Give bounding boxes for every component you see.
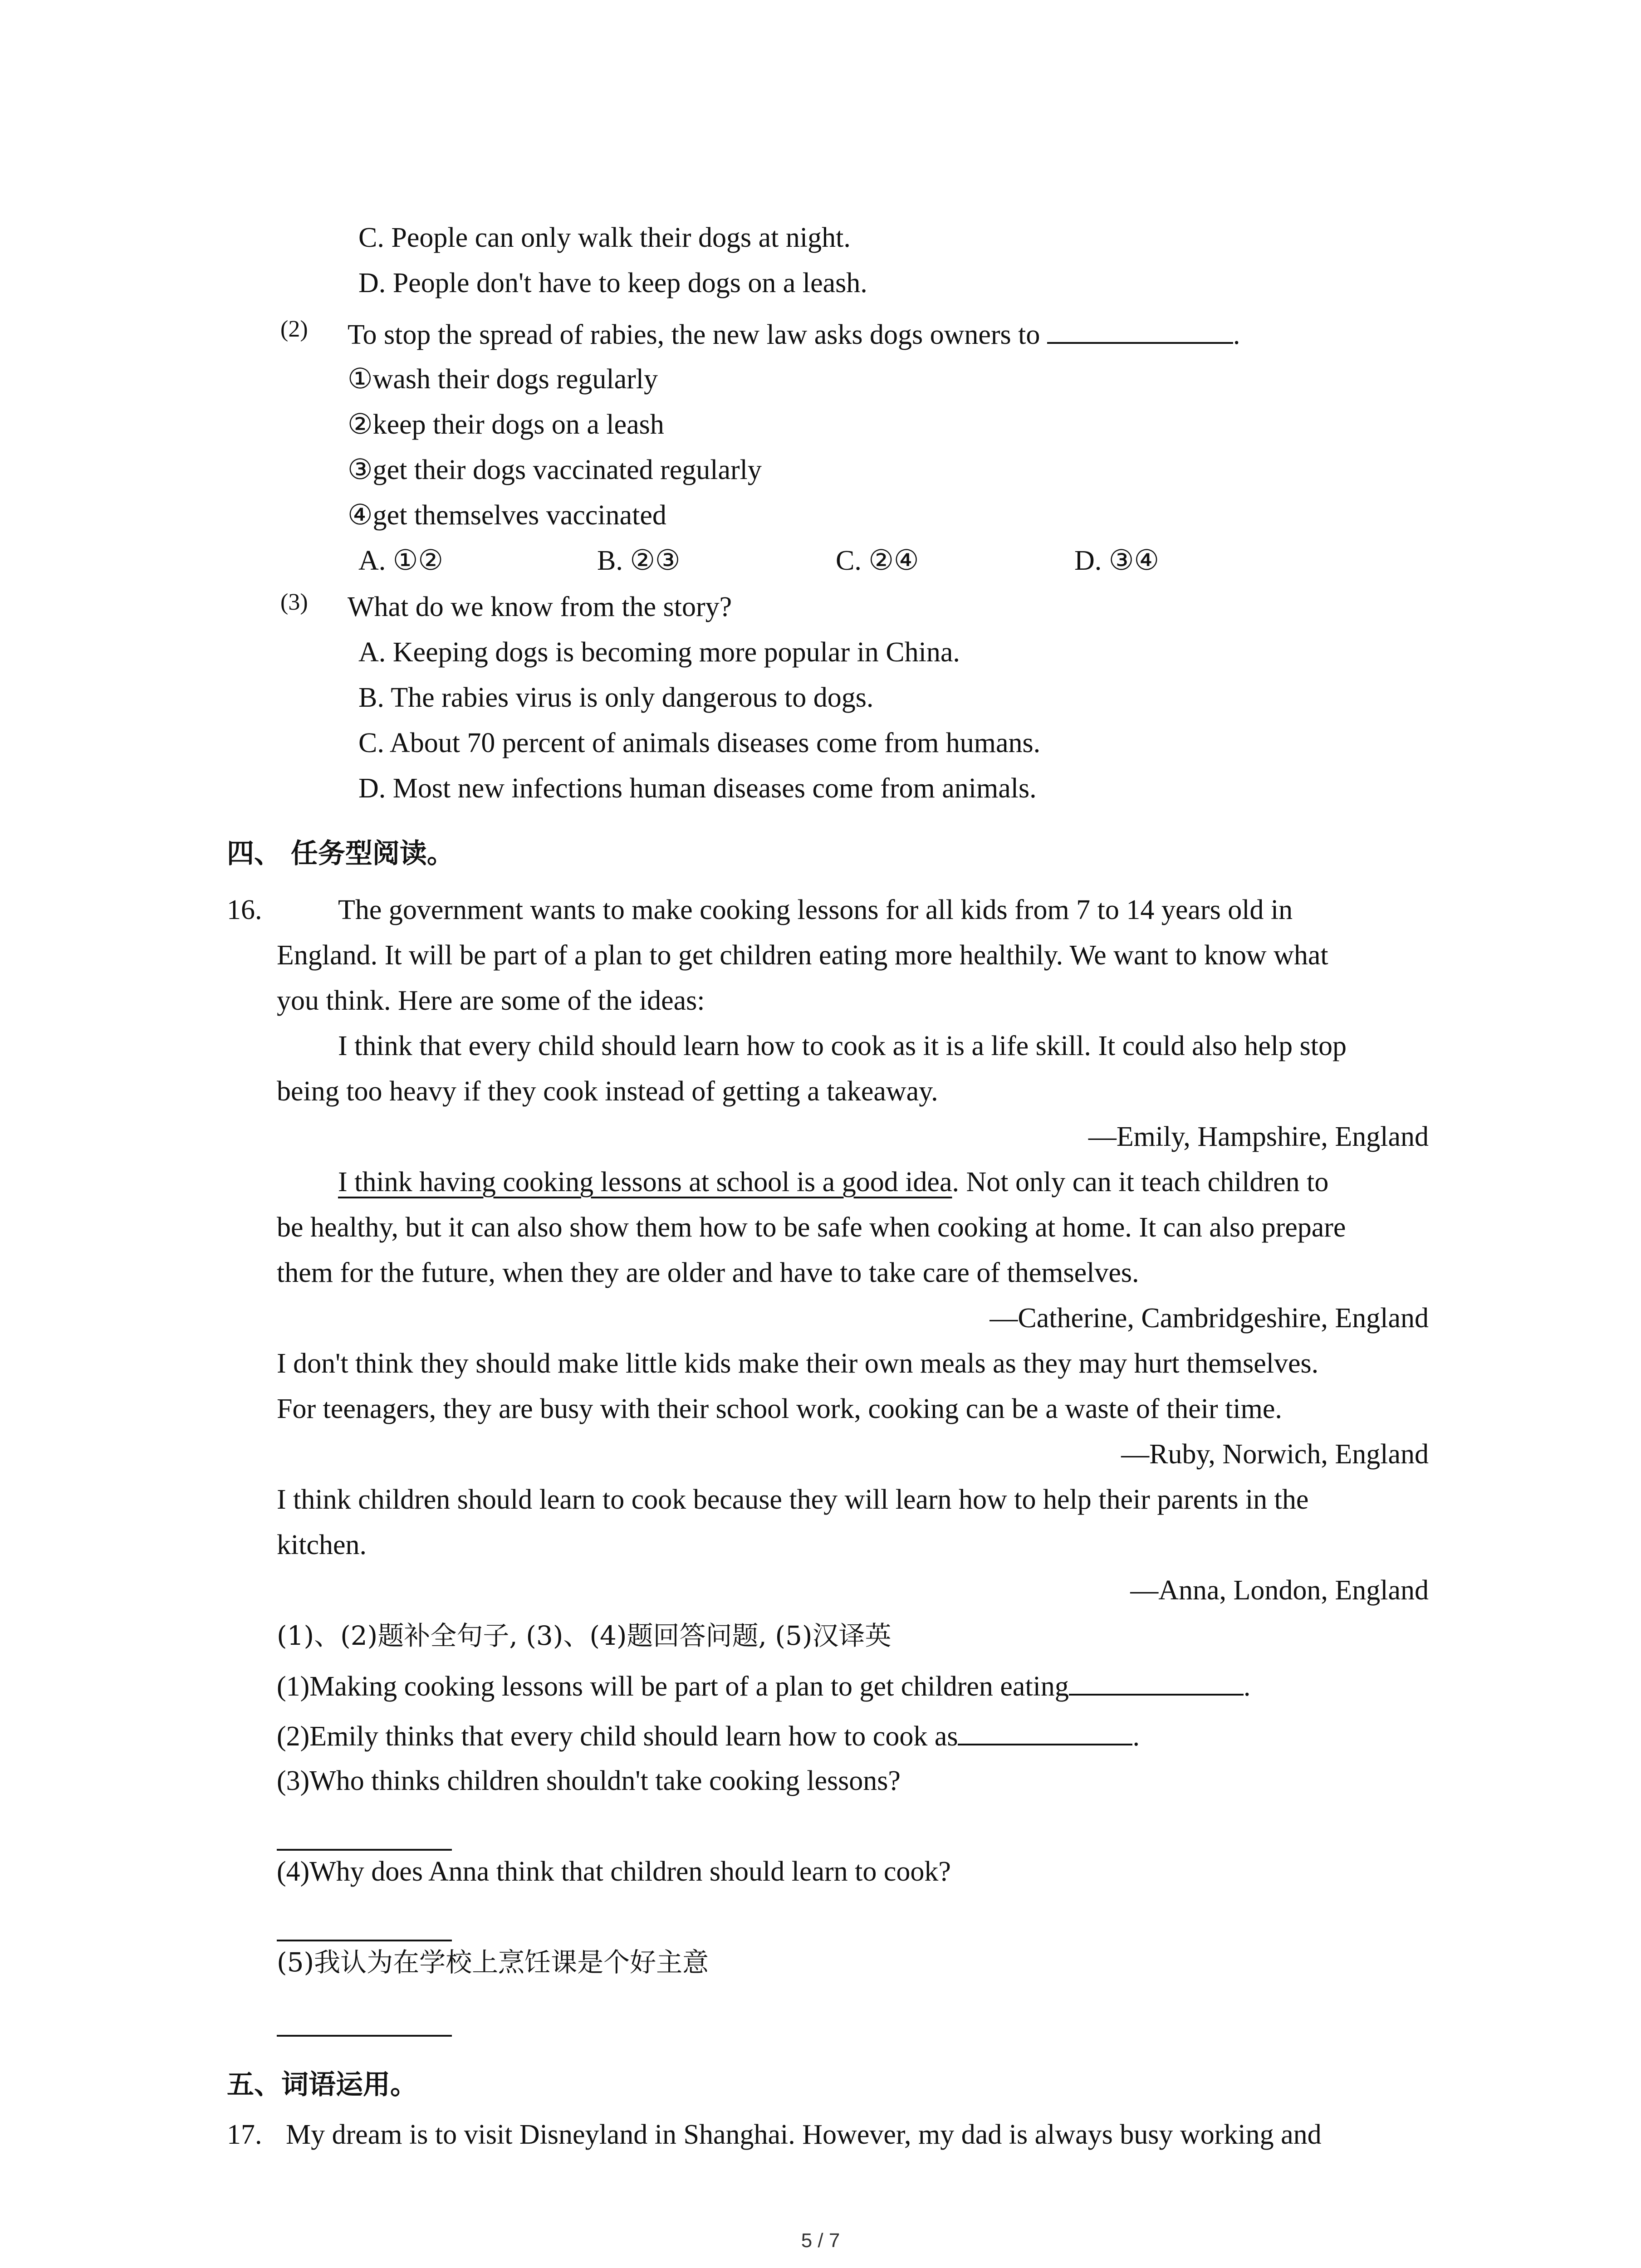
- catherine-underlined-sentence: I think having cooking lessons at school is a good idea: [338, 1167, 952, 1198]
- q17-text-line-1: My dream is to visit Disneyland in Shanghai. However, my dad is always busy working and: [286, 2119, 1322, 2150]
- q15-option-c-line: C. People can only walk their dogs at night.: [358, 222, 851, 253]
- q15-option-d-line: D. People don't have to keep dogs on a leash.: [358, 268, 867, 298]
- q16-intro-line-2: England. It will be part of a plan to get children eating more healthily. We want to know what: [277, 940, 1328, 971]
- q15-sub3-number: (3): [280, 589, 308, 615]
- q15-sub3-option-a[interactable]: A. Keeping dogs is becoming more popular in China.: [358, 637, 960, 668]
- task-4: (4)Why does Anna think that children should learn to cook?: [277, 1856, 951, 1887]
- task-2: [277, 1717, 1140, 1755]
- task-5: (5)我认为在学校上烹饪课是个好主意: [277, 1947, 709, 1978]
- anna-signature: —Anna, London, England: [1130, 1575, 1429, 1606]
- emily-text-line-1: I think that every child should learn how to cook as it is a life skill. It could also help stop: [338, 1031, 1347, 1061]
- ruby-text-line-2: For teenagers, they are busy with their school work, cooking can be a waste of their time.: [277, 1393, 1282, 1424]
- task-3: (3)Who thinks children shouldn't take cooking lessons?: [277, 1765, 901, 1796]
- ruby-text-line-1: I don't think they should make little kids make their own meals as they may hurt themselves.: [277, 1348, 1319, 1379]
- section5-heading: 五、词语运用。: [227, 2069, 417, 2101]
- ruby-signature: —Ruby, Norwich, England: [1121, 1439, 1429, 1470]
- section4-heading: 四、 任务型阅读。: [227, 838, 454, 870]
- task-1-text: (1)Making cooking lessons will be part of a plan to get children eating: [277, 1671, 1069, 1702]
- q15-sub2-stem-text: To stop the spread of rabies, the new law asks dogs owners to: [348, 319, 1040, 350]
- q15-sub2-item-4: ④get themselves vaccinated: [348, 500, 666, 531]
- q16-number: 16.: [227, 894, 262, 925]
- task-1: [277, 1667, 1250, 1705]
- q15-sub2-blank[interactable]: [1047, 316, 1233, 344]
- catherine-text-line-2: be healthy, but it can also show them how to be safe when cooking at home. It can also prepare: [277, 1212, 1346, 1243]
- q15-sub2-item-1: ①wash their dogs regularly: [348, 364, 658, 395]
- task-1-blank[interactable]: [1069, 1667, 1244, 1696]
- q15-sub3-option-d[interactable]: D. Most new infections human diseases come from animals.: [358, 773, 1037, 804]
- q15-sub2-choice-a[interactable]: A. ①②: [358, 545, 443, 576]
- q15-sub2-item-3: ③get their dogs vaccinated regularly: [348, 455, 762, 485]
- q15-sub3-option-b[interactable]: B. The rabies virus is only dangerous to dogs.: [358, 682, 874, 713]
- q15-sub2-item-2: ②keep their dogs on a leash: [348, 409, 664, 440]
- q15-sub2-stem: [348, 316, 1240, 353]
- q16-intro-line-3: you think. Here are some of the ideas:: [277, 985, 705, 1016]
- task-instructions: (1)、(2)题补全句子, (3)、(4)题回答问题, (5)汉译英: [277, 1620, 892, 1651]
- task-2-end: .: [1132, 1721, 1140, 1752]
- catherine-text-line-1: [338, 1164, 1328, 1200]
- q15-sub2-choice-b[interactable]: B. ②③: [597, 545, 681, 576]
- task-4-answer-line[interactable]: [277, 1940, 452, 1941]
- q15-sub3-option-c[interactable]: C. About 70 percent of animals diseases come from humans.: [358, 728, 1041, 758]
- q16-intro-line-1: The government wants to make cooking lessons for all kids from 7 to 14 years old in: [338, 894, 1293, 925]
- q15-sub3-stem: What do we know from the story?: [348, 591, 732, 622]
- q15-sub2-choice-d[interactable]: D. ③④: [1074, 545, 1159, 576]
- q15-sub2-number: (2): [280, 316, 308, 342]
- task-2-text: (2)Emily thinks that every child should learn how to cook as: [277, 1721, 958, 1752]
- anna-text-line-1: I think children should learn to cook because they will learn how to help their parents in the: [277, 1484, 1309, 1515]
- task-3-answer-line[interactable]: [277, 1849, 452, 1851]
- catherine-signature: —Catherine, Cambridgeshire, England: [989, 1303, 1429, 1334]
- anna-text-line-2: kitchen.: [277, 1530, 367, 1560]
- catherine-text-line-1-rest: . Not only can it teach children to: [952, 1167, 1329, 1198]
- task-1-end: .: [1243, 1671, 1251, 1702]
- task-2-blank[interactable]: [958, 1717, 1132, 1745]
- q15-sub2-stem-end: .: [1233, 319, 1240, 350]
- q17-number: 17.: [227, 2119, 262, 2150]
- q15-sub2-choice-c[interactable]: C. ②④: [836, 545, 919, 576]
- task-5-answer-line[interactable]: [277, 2035, 452, 2037]
- catherine-text-line-3: them for the future, when they are older and have to take care of themselves.: [277, 1257, 1139, 1288]
- emily-text-line-2: being too heavy if they cook instead of getting a takeaway.: [277, 1076, 938, 1107]
- emily-signature: —Emily, Hampshire, England: [1088, 1121, 1429, 1152]
- page-indicator: 5 / 7: [801, 2229, 840, 2252]
